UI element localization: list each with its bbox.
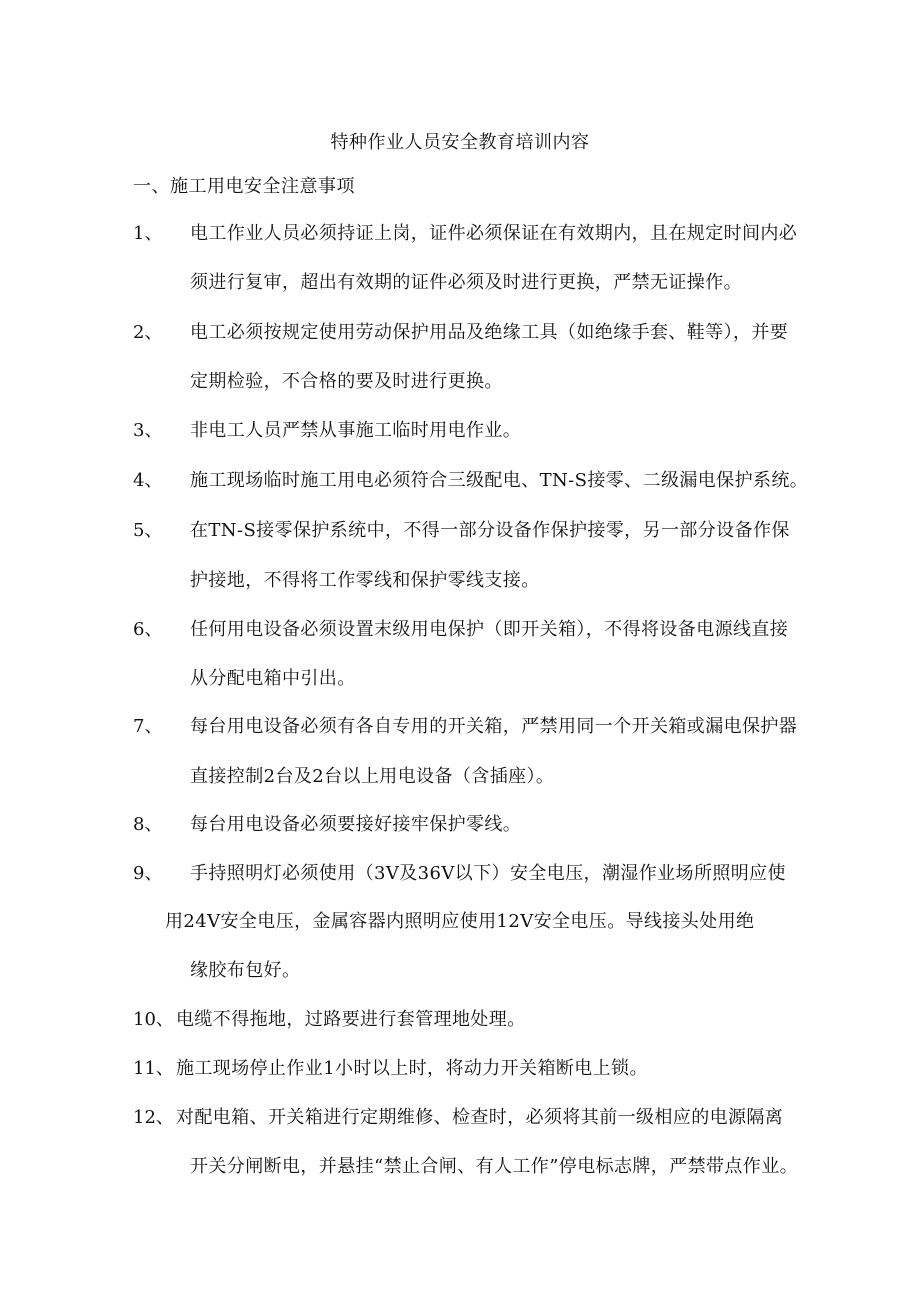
item-text-line: 缘胶布包好。 bbox=[190, 960, 301, 981]
section-heading: 一、施工用电安全注意事项 bbox=[133, 176, 355, 197]
item-number: 3、 bbox=[133, 420, 163, 441]
item-text-line: 直接控制2台及2台以上用电设备（含插座）。 bbox=[190, 766, 555, 787]
item-text-line: 施工现场临时施工用电必须符合三级配电、TN-S接零、二级漏电保护系统。 bbox=[190, 470, 809, 491]
item-number: 12、 bbox=[133, 1107, 174, 1128]
item-number: 10、 bbox=[133, 1009, 174, 1030]
item-number: 4、 bbox=[133, 470, 163, 491]
item-text-line: 任何用电设备必须设置末级用电保护（即开关箱），不得将设备电源线直接 bbox=[190, 619, 789, 640]
item-text-line: 电工必须按规定使用劳动保护用品及绝缘工具（如绝缘手套、鞋等），并要 bbox=[190, 322, 789, 343]
item-text-line: 电缆不得拖地，过路要进行套管理地处理。 bbox=[176, 1009, 526, 1030]
document-title: 特种作业人员安全教育培训内容 bbox=[330, 132, 590, 153]
item-number: 2、 bbox=[133, 322, 163, 343]
item-text-line: 每台用电设备必须要接好接牢保护零线。 bbox=[190, 814, 522, 835]
item-number: 1、 bbox=[133, 223, 163, 244]
item-text-line: 护接地，不得将工作零线和保护零线支接。 bbox=[190, 570, 540, 591]
item-text-line: 开关分闸断电，并悬挂“禁止合闸、有人工作”停电标志牌，严禁带点作业。 bbox=[190, 1156, 799, 1177]
item-text-line: 从分配电箱中引出。 bbox=[190, 668, 356, 689]
item-text-line: 电工作业人员必须持证上岗，证件必须保证在有效期内，且在规定时间内必 bbox=[190, 223, 798, 244]
item-number: 8、 bbox=[133, 814, 163, 835]
item-text-line: 在TN-S接零保护系统中，不得一部分设备作保护接零，另一部分设备作保 bbox=[190, 520, 790, 541]
item-number: 7、 bbox=[133, 716, 163, 737]
item-number: 11、 bbox=[133, 1058, 174, 1079]
item-text-line: 手持照明灯必须使用（3V及36V以下）安全电压，潮湿作业场所照明应使 bbox=[190, 863, 786, 884]
item-text-line: 每台用电设备必须有各自专用的开关箱，严禁用同一个开关箱或漏电保护器 bbox=[190, 716, 798, 737]
item-text-line: 须进行复审，超出有效期的证件必须及时进行更换，严禁无证操作。 bbox=[190, 272, 742, 293]
item-text-line: 非电工人员严禁从事施工临时用电作业。 bbox=[190, 420, 522, 441]
item-text-line: 用24V安全电压，金属容器内照明应使用12V安全电压。导线接头处用绝 bbox=[165, 911, 755, 932]
item-text-line: 施工现场停止作业1小时以上时，将动力开关箱断电上锁。 bbox=[176, 1058, 648, 1079]
item-text-line: 对配电箱、开关箱进行定期维修、检查时，必须将其前一级相应的电源隔离 bbox=[176, 1107, 784, 1128]
item-number: 6、 bbox=[133, 619, 163, 640]
item-number: 9、 bbox=[133, 863, 163, 884]
item-text-line: 定期检验，不合格的要及时进行更换。 bbox=[190, 371, 503, 392]
item-number: 5、 bbox=[133, 520, 163, 541]
